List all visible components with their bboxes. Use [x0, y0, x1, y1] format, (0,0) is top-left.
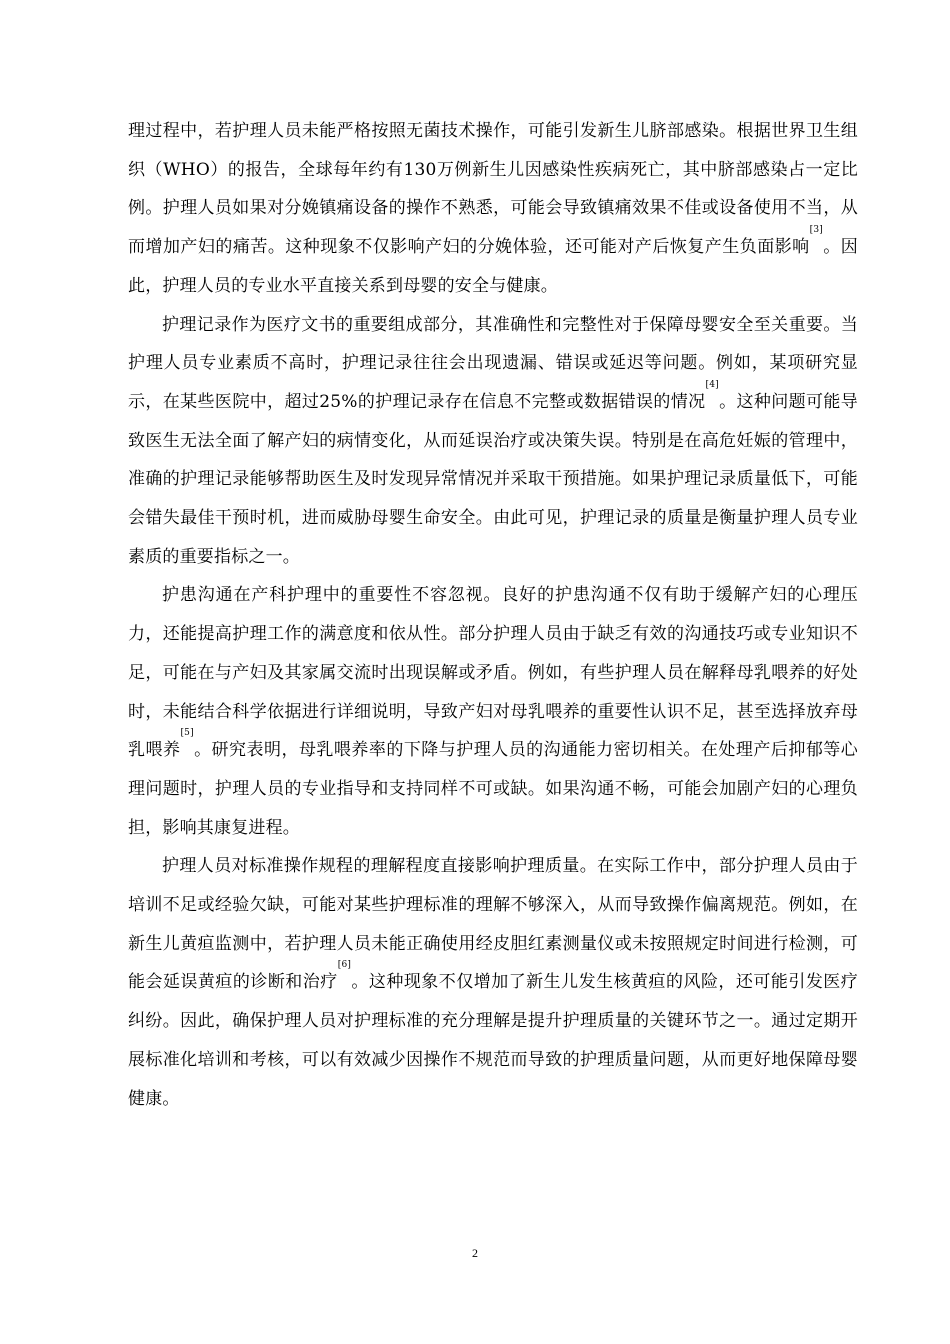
paragraph-text: 护理记录作为医疗文书的重要组成部分，其准确性和完整性对于保障母婴安全至关重要。当护理人员专业素质不高时，护理记录往往会出现遗漏、错误或延迟等问题。例如，某项研究显示，在某些医院中，超过25%的护理记录存在信息不完整或数据错误的情况	[128, 314, 858, 412]
citation-marker: [6]	[337, 960, 352, 971]
paragraph-text: 。因此，护理人员的专业水平直接关系到母婴的安全与健康。	[128, 237, 858, 296]
paragraph-2	[128, 306, 858, 577]
document-body	[128, 112, 858, 1118]
paragraph-text: 。这种现象不仅增加了新生儿发生核黄疸的风险，还可能引发医疗纠纷。因此，确保护理人员对护理标准的充分理解是提升护理质量的关键环节之一。通过定期开展标准化培训和考核，可以有效减少因操作不规范而导致的护理质量问题，从而更好地保障母婴健康。	[128, 972, 858, 1109]
paragraph-1	[128, 112, 858, 306]
citation-marker: [3]	[809, 225, 824, 236]
paragraph-text: 。这种问题可能导致医生无法全面了解产妇的病情变化，从而延误治疗或决策失误。特别是在高危妊娠的管理中，准确的护理记录能够帮助医生及时发现异常情况并采取干预措施。如果护理记录质量低下，可能会错失最佳干预时机，进而威胁母婴生命安全。由此可见，护理记录的质量是衡量护理人员专业素质的重要指标之一。	[128, 391, 858, 567]
paragraph-text: 护患沟通在产科护理中的重要性不容忽视。良好的护患沟通不仅有助于缓解产妇的心理压力，还能提高护理工作的满意度和依从性。部分护理人员由于缺乏有效的沟通技巧或专业知识不足，可能在与产妇及其家属交流时出现误解或矛盾。例如，有些护理人员在解释母乳喂养的好处时，未能结合科学依据进行详细说明，导致产妇对母乳喂养的重要性认识不足，甚至选择放弃母乳喂养	[128, 585, 858, 761]
citation-marker: [4]	[705, 379, 719, 390]
paragraph-text: 护理人员对标准操作规程的理解程度直接影响护理质量。在实际工作中，部分护理人员由于培训不足或经验欠缺，可能对某些护理标准的理解不够深入，从而导致操作偏离规范。例如，在新生儿黄疸监测中，若护理人员未能正确使用经皮胆红素测量仪或未按照规定时间进行检测，可能会延误黄疸的诊断和治疗	[128, 856, 858, 993]
paragraph-3	[128, 576, 858, 847]
paragraph-text: 。研究表明，母乳喂养率的下降与护理人员的沟通能力密切相关。在处理产后抑郁等心理问题时，护理人员的专业指导和支持同样不可或缺。如果沟通不畅，可能会加剧产妇的心理负担，影响其康复进程。	[128, 740, 858, 838]
paragraph-text: 理过程中，若护理人员未能严格按照无菌技术操作，可能引发新生儿脐部感染。根据世界卫生组织（WHO）的报告，全球每年约有130万例新生儿因感染性疾病死亡，其中脐部感染占一定比例。护理人员如果对分娩镇痛设备的操作不熟悉，可能会导致镇痛效果不佳或设备使用不当，从而增加产妇的痛苦。这种现象不仅影响产妇的分娩体验，还可能对产后恢复产生负面影响	[128, 121, 858, 258]
paragraph-4	[128, 847, 858, 1118]
page-number: 2	[472, 1246, 478, 1260]
citation-marker: [5]	[180, 728, 194, 739]
